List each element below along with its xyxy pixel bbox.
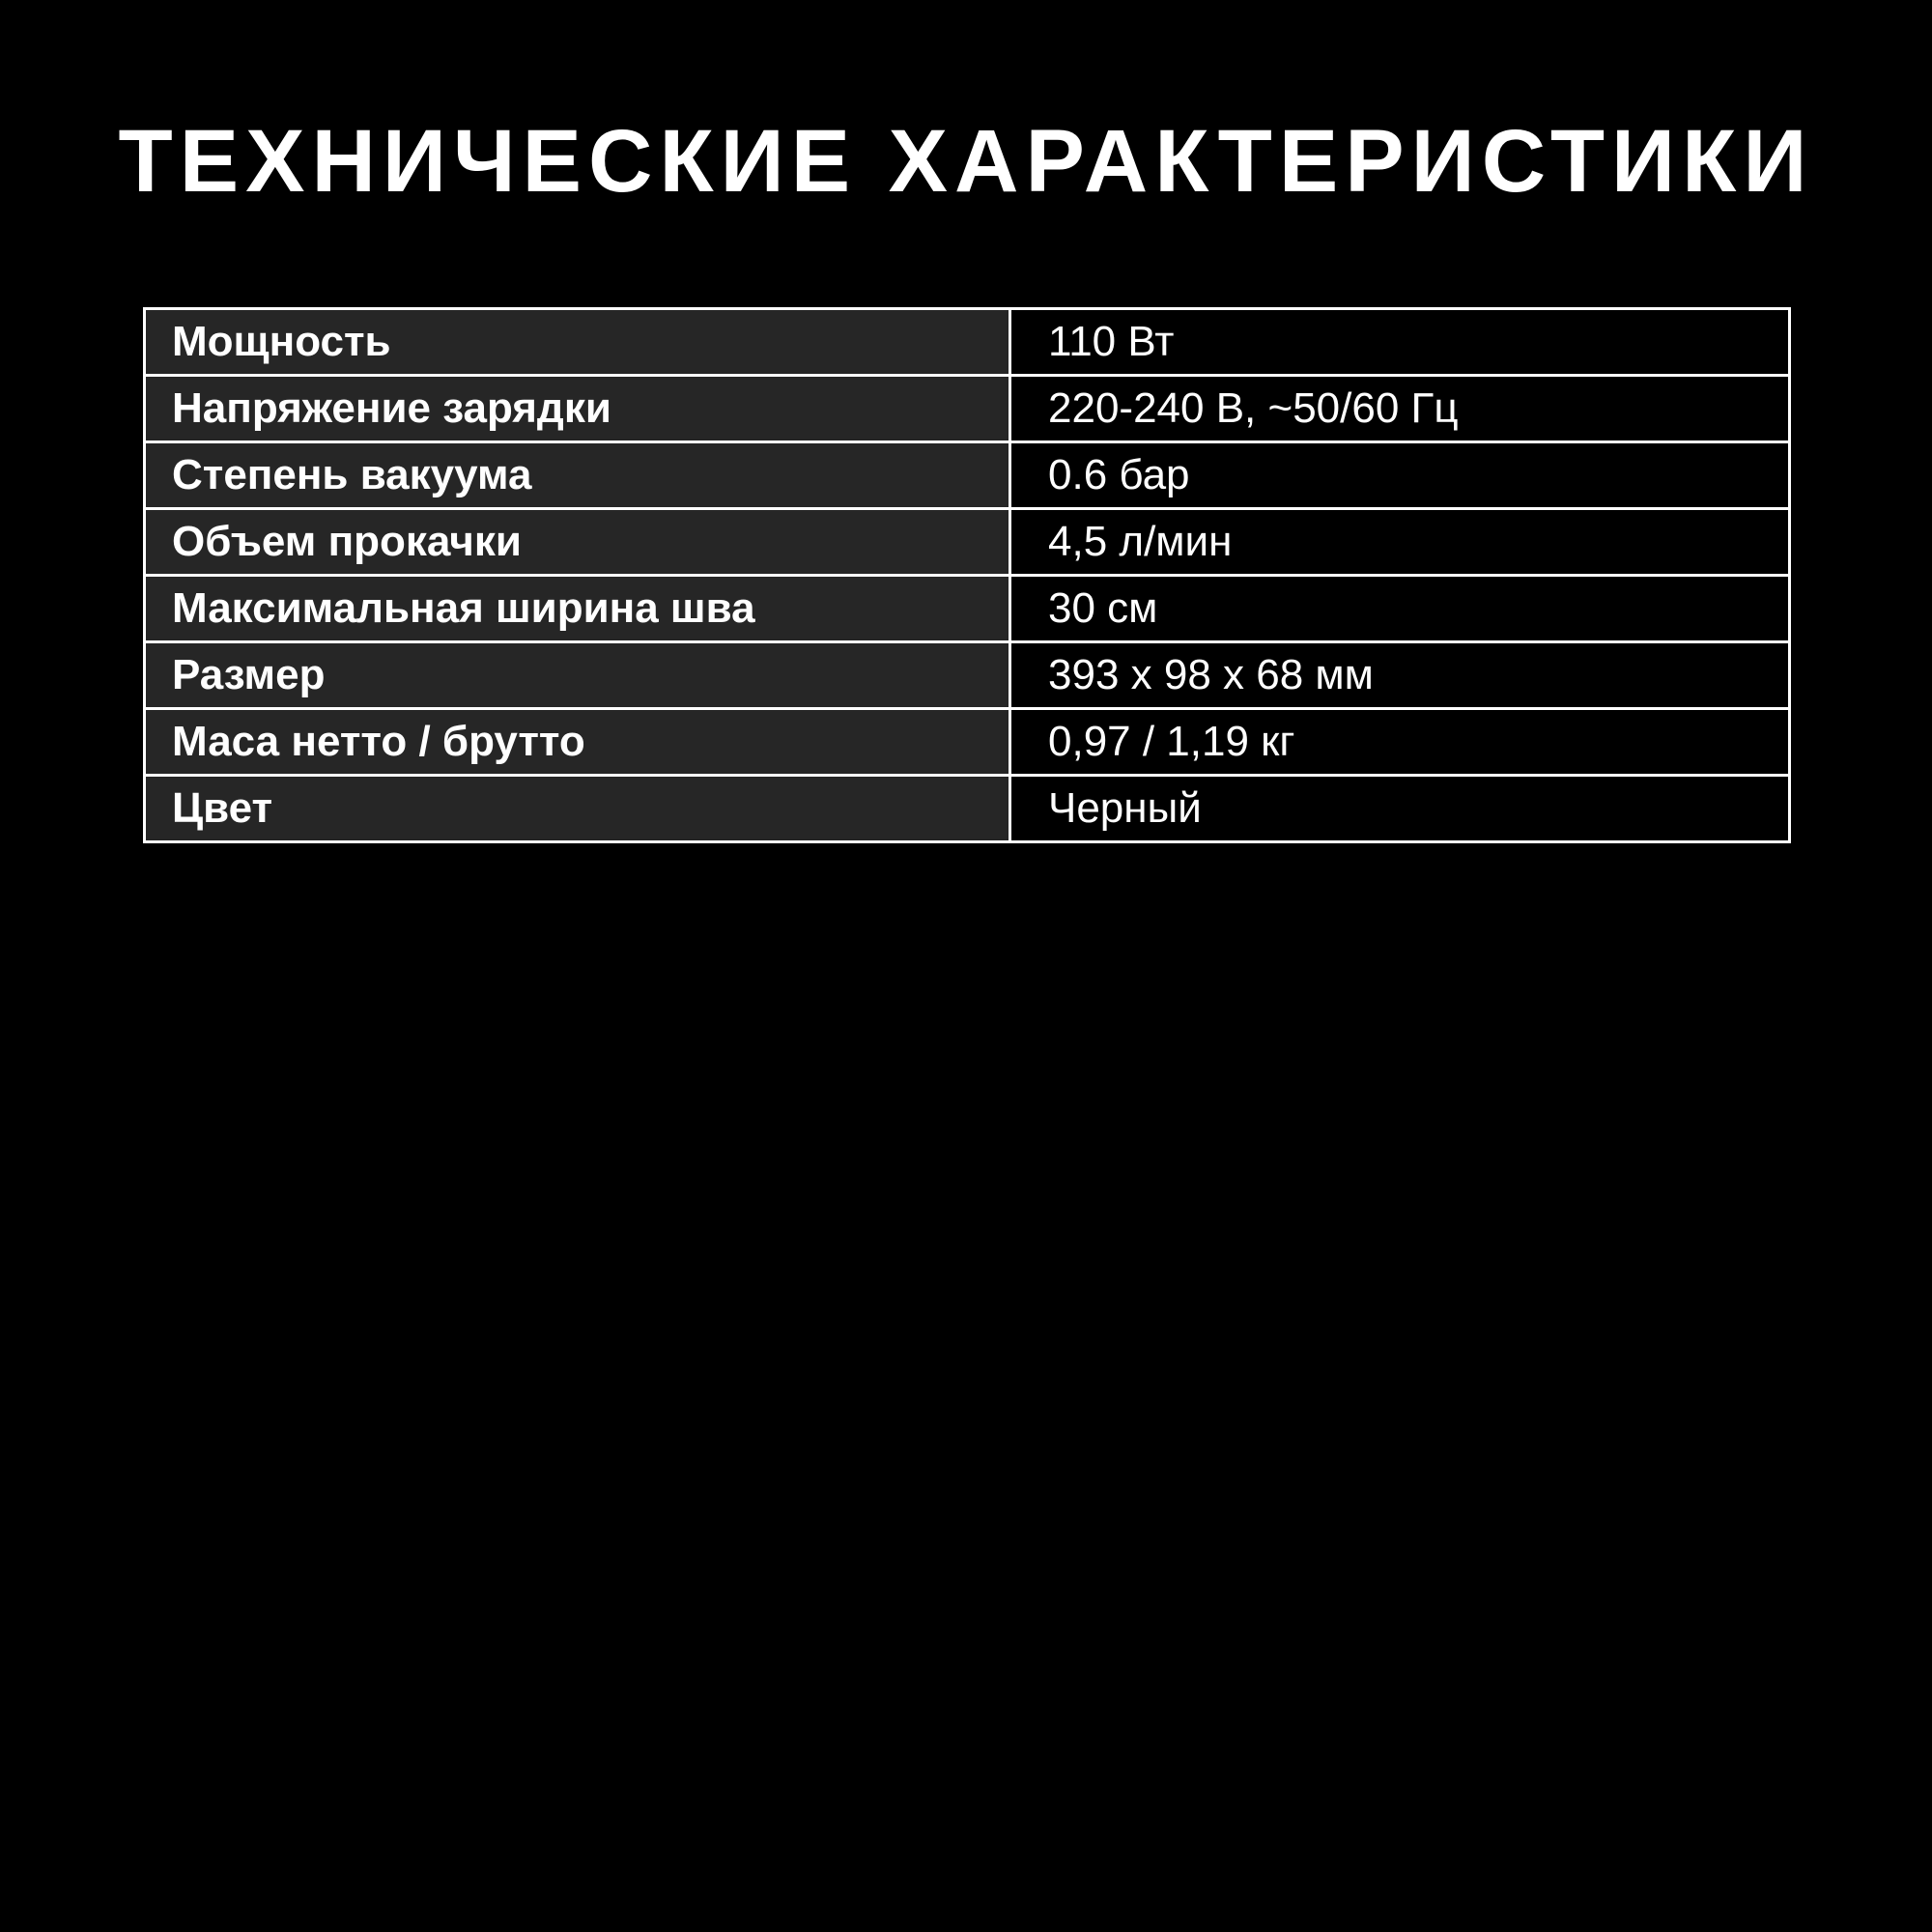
spec-label: Маса нетто / брутто [145, 709, 1010, 776]
spec-label: Цвет [145, 776, 1010, 842]
spec-value: 4,5 л/мин [1010, 509, 1790, 576]
spec-value: Черный [1010, 776, 1790, 842]
table-row [145, 776, 1790, 842]
spec-value: 220-240 В, ~50/60 Гц [1010, 376, 1790, 442]
spec-value: 0,97 / 1,19 кг [1010, 709, 1790, 776]
spec-value: 30 см [1010, 576, 1790, 642]
table-row [145, 509, 1790, 576]
table-row [145, 576, 1790, 642]
spec-label: Объем прокачки [145, 509, 1010, 576]
spec-label: Максимальная ширина шва [145, 576, 1010, 642]
spec-label: Степень вакуума [145, 442, 1010, 509]
table-row [145, 709, 1790, 776]
spec-label: Размер [145, 642, 1010, 709]
table-row [145, 376, 1790, 442]
spec-value: 110 Вт [1010, 309, 1790, 376]
page-title: ТЕХНИЧЕСКИЕ ХАРАКТЕРИСТИКИ [118, 112, 1814, 211]
table-row [145, 442, 1790, 509]
spec-label: Напряжение зарядки [145, 376, 1010, 442]
spec-value: 393 х 98 х 68 мм [1010, 642, 1790, 709]
spec-value: 0.6 бар [1010, 442, 1790, 509]
spec-label: Мощность [145, 309, 1010, 376]
specifications-table [143, 307, 1791, 843]
table-row [145, 642, 1790, 709]
table-row [145, 309, 1790, 376]
